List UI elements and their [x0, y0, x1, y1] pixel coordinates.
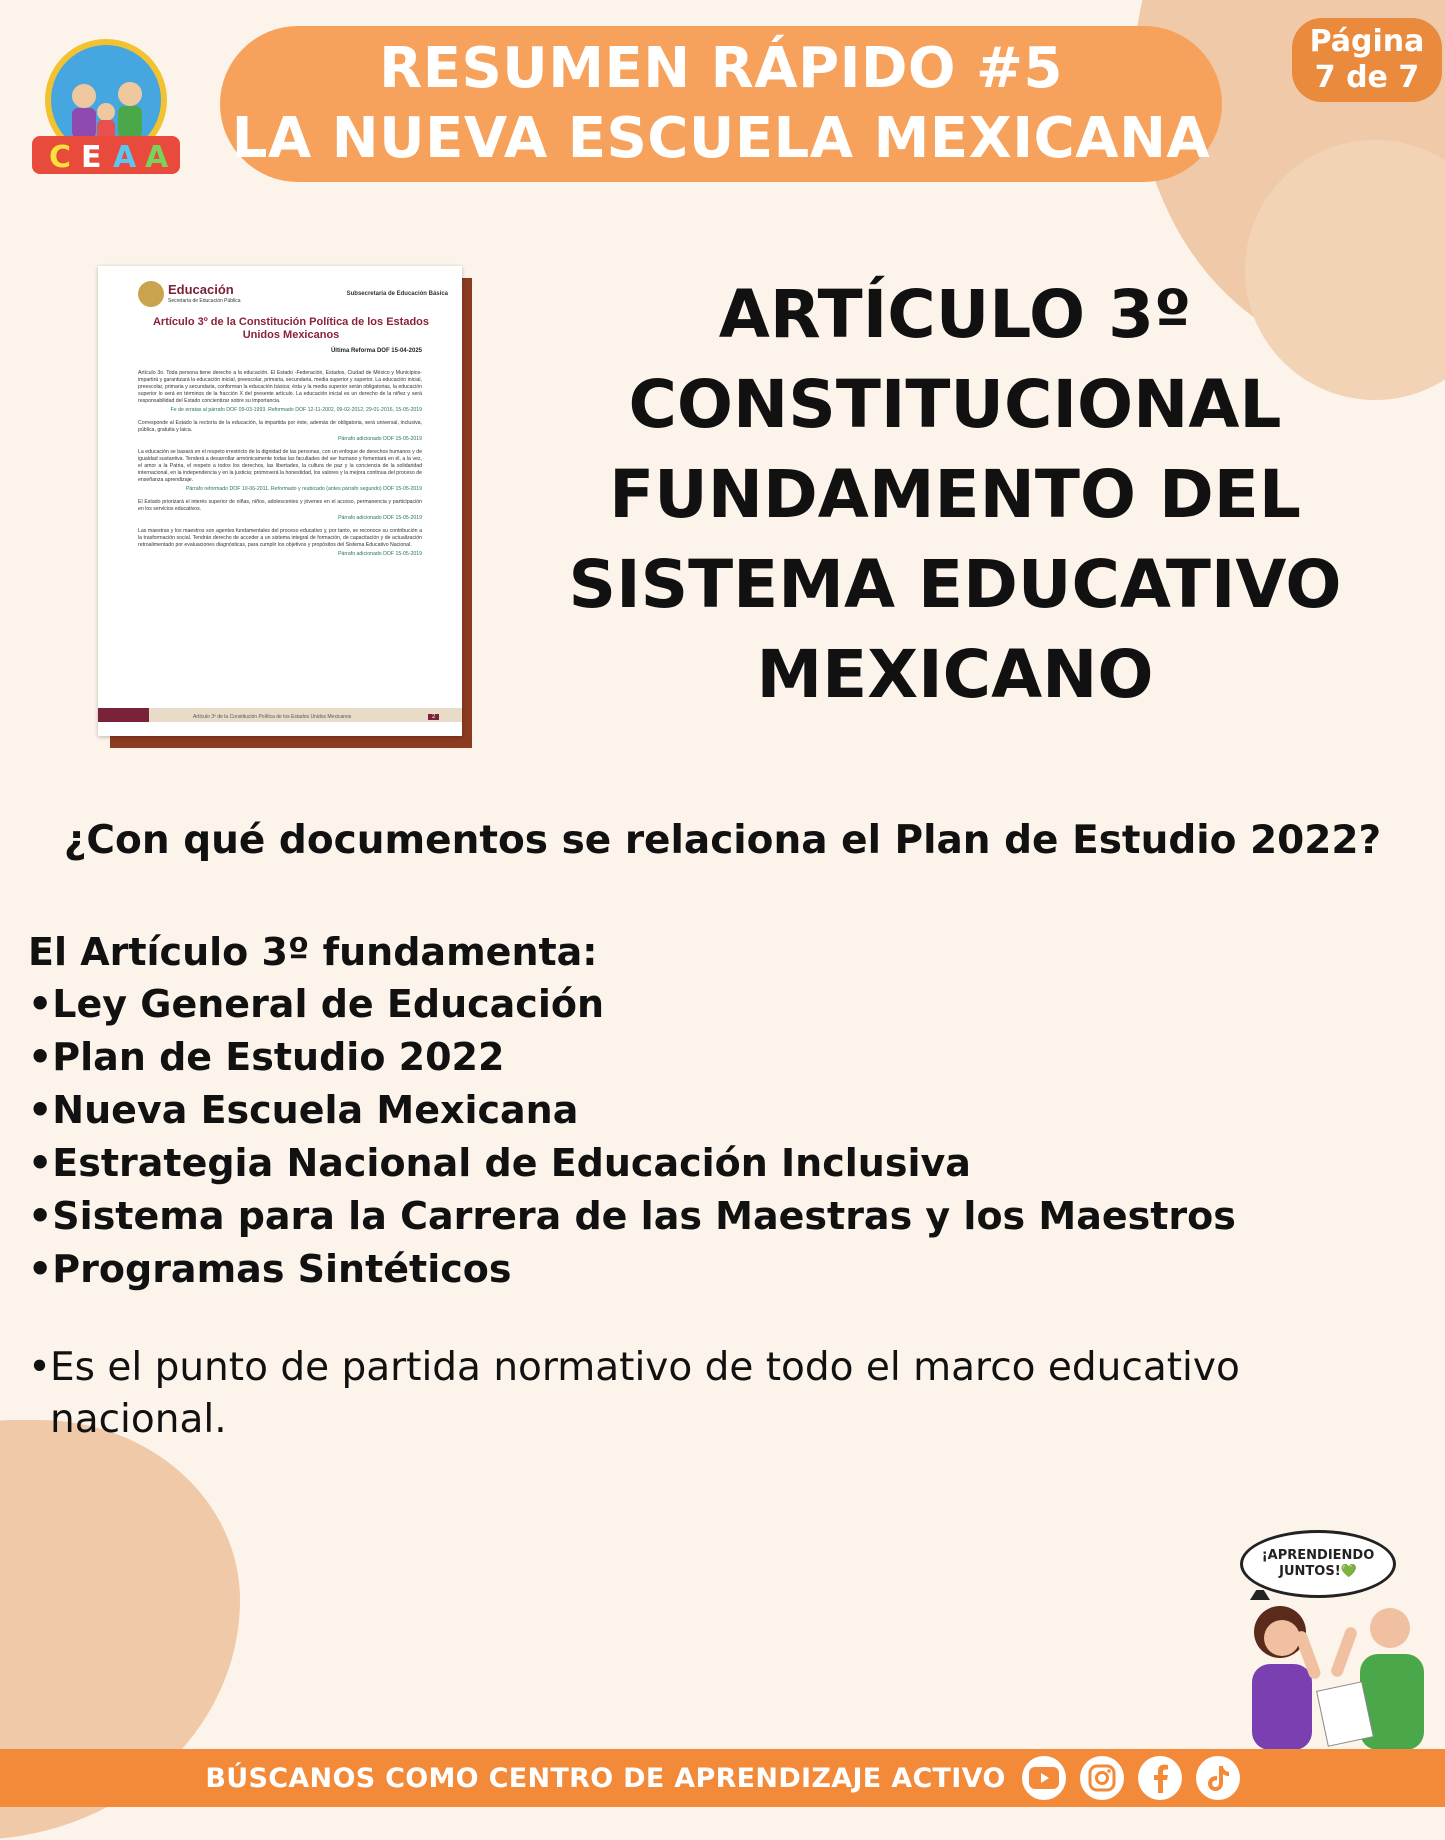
- document-note: Párrafo adicionado DOF 15-05-2019: [338, 515, 422, 521]
- document-footer-text: Artículo 3º de la Constitución Política de los Estados Unidos Mexicanos: [193, 714, 352, 720]
- bullet-icon: •: [28, 982, 53, 1026]
- document-brand-sub: Secretaría de Educación Pública: [168, 298, 241, 304]
- document-preview: [98, 266, 462, 736]
- summary-note: [28, 1342, 1428, 1446]
- svg-text:A: A: [113, 140, 137, 175]
- list-item: [28, 1190, 1428, 1243]
- teachers-illustration: [1230, 1590, 1440, 1750]
- list-item-text: Plan de Estudio 2022: [52, 1035, 505, 1079]
- document-page-number: 2: [428, 714, 439, 720]
- document-reform-date: Última Reforma DOF 15-04-2025: [330, 348, 422, 354]
- list-item-text: Nueva Escuela Mexicana: [52, 1088, 579, 1132]
- page-indicator-badge: [1292, 18, 1442, 102]
- document-paragraph: El Estado priorizará el interés superior de niñas, niños, adolescentes y jóvenes en el acceso, permanencia y participación en los servicios educativos.: [138, 499, 422, 512]
- document-body: [138, 370, 422, 564]
- document-note: Párrafo adicionado DOF 15-05-2019: [338, 436, 422, 442]
- document-note: Fe de erratas al párrafo DOF 09-03-1993. Reformado DOF 12-11-2002, 09-02-2012, 29-01-2016, 15-05-2019: [170, 407, 422, 413]
- list-item: [28, 1084, 1428, 1137]
- content-section: [28, 926, 1428, 1446]
- page-label: Página: [1309, 24, 1425, 59]
- sep-seal-icon: [138, 281, 164, 307]
- speech-bubble-line1: ¡APRENDIENDO: [1261, 1548, 1375, 1563]
- main-title-line: MEXICANO: [756, 636, 1154, 713]
- header-title-line2: LA NUEVA ESCUELA MEXICANA: [231, 106, 1211, 171]
- list-item-text: Programas Sintéticos: [52, 1247, 512, 1291]
- list-lead: El Artículo 3º fundamenta:: [28, 930, 598, 974]
- bullet-icon: •: [28, 1141, 53, 1185]
- speech-bubble: [1240, 1530, 1396, 1598]
- document-title: Artículo 3º de la Constitución Política de los Estados Unidos Mexicanos: [152, 316, 429, 341]
- document-list: [28, 978, 1428, 1296]
- bullet-icon: •: [28, 1088, 53, 1132]
- svg-text:A: A: [145, 140, 169, 175]
- header-banner: [220, 26, 1222, 182]
- ceaa-logo: [26, 36, 186, 176]
- document-brand: Educación: [168, 282, 234, 297]
- main-title: [520, 270, 1390, 720]
- main-title-line: ARTÍCULO 3º: [718, 276, 1192, 353]
- document-subsecretaria: Subsecretaría de Educación Básica: [346, 291, 448, 297]
- bullet-icon: •: [28, 1194, 53, 1238]
- document-paragraph: La educación se basará en el respeto irrestricto de la dignidad de las personas, con un enfoque de derechos humanos y de igualdad sustantiva. Tenderá a desarrollar armónicamente todas las facultades del ser humano y fomentará en él, a la vez, el amor a la Patria, el respeto a todos los derechos, las libertades, la cultura de paz y la conciencia de la solidaridad internacional, en la independencia y en la justicia; promoverá la honestidad, los valores y la mejora continua del proceso de enseñanza aprendizaje.: [138, 449, 422, 483]
- list-item-text: Sistema para la Carrera de las Maestras y los Maestros: [52, 1194, 1236, 1238]
- svg-text:E: E: [81, 140, 102, 175]
- bullet-icon: •: [28, 1247, 53, 1291]
- footer-bar: [0, 1749, 1445, 1807]
- bullet-icon: •: [28, 1035, 53, 1079]
- list-item: [28, 1031, 1428, 1084]
- list-item-text: Ley General de Educación: [52, 982, 605, 1026]
- page-count: 7 de 7: [1314, 60, 1420, 95]
- facebook-icon[interactable]: [1138, 1756, 1182, 1800]
- social-links: [1022, 1756, 1240, 1800]
- footer-text: BÚSCANOS COMO CENTRO DE APRENDIZAJE ACTIVO: [205, 1762, 1006, 1794]
- document-note: Párrafo adicionado DOF 15-05-2019: [338, 551, 422, 557]
- speech-bubble-line2: JUNTOS!💚: [1279, 1564, 1357, 1579]
- list-item: [28, 1243, 1428, 1296]
- main-title-line: CONSTITUCIONAL: [628, 366, 1282, 443]
- bullet-icon: •: [28, 1345, 52, 1390]
- list-item-text: Estrategia Nacional de Educación Inclusiva: [52, 1141, 971, 1185]
- list-item: [28, 978, 1428, 1031]
- svg-text:C: C: [49, 140, 72, 175]
- document-paragraph: Artículo 3o. Toda persona tiene derecho a la educación. El Estado -Federación, Estados, Ciudad de México y Municipios- impartirá y garantizará la educación inicial, preescolar, primaria, secundaria, media superior y superior. La educación inicial, preescolar, primaria y secundaria, conforman la educación básica; ésta y la media superior serán obligatorias, la educación superior lo será en términos de la fracción X del presente artículo. La educación inicial es un derecho de la niñez y será responsabilidad del Estado concientizar sobre su importancia.: [138, 370, 423, 404]
- summary-note-text: Es el punto de partida normativo de todo el marco educativo nacional.: [50, 1345, 1240, 1442]
- tiktok-icon[interactable]: [1196, 1756, 1240, 1800]
- list-item: [28, 1137, 1428, 1190]
- document-note: Párrafo reformado DOF 10-06-2011. Reformado y reubicado (antes párrafo segundo) DOF 15-05-2019: [185, 486, 422, 492]
- youtube-icon[interactable]: [1022, 1756, 1066, 1800]
- document-paragraph: Las maestras y los maestros son agentes fundamentales del proceso educativo y, por tanto, se reconoce su contribución a la trasformación social. Tendrán derecho de acceder a un sistema integral de formación, de capacitación y de actualización retroalimentado por evaluaciones diagnósticas, para cumplir los objetivos y propósitos del Sistema Educativo Nacional.: [138, 528, 422, 548]
- document-paragraph: Corresponde al Estado la rectoría de la educación, la impartida por éste, además de obligatoria, será universal, inclusiva, pública, gratuita y laica.: [138, 420, 422, 433]
- main-title-line: FUNDAMENTO DEL: [609, 456, 1301, 533]
- header-title-line1: RESUMEN RÁPIDO #5: [379, 36, 1063, 101]
- main-title-line: SISTEMA EDUCATIVO: [568, 546, 1342, 623]
- question-heading: ¿Con qué documentos se relaciona el Plan de Estudio 2022?: [63, 818, 1382, 863]
- instagram-icon[interactable]: [1080, 1756, 1124, 1800]
